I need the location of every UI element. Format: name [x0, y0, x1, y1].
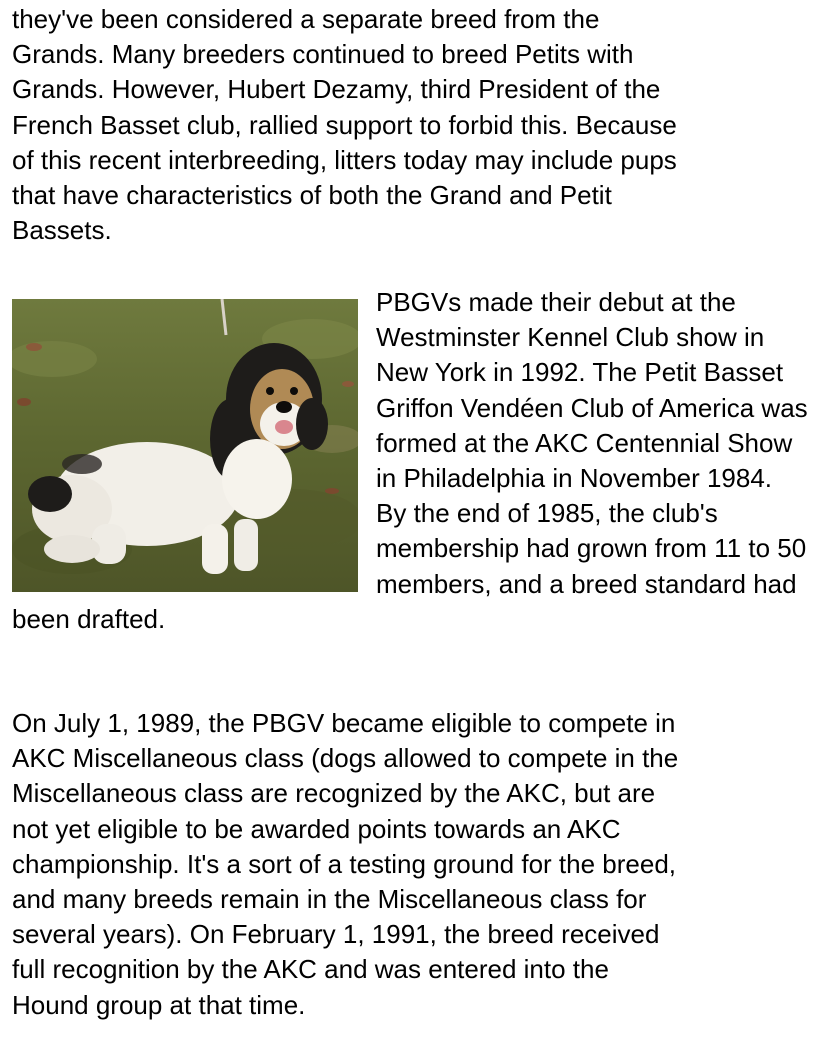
pbgv-dog-photo — [12, 299, 358, 592]
paragraph-block-with-photo — [12, 285, 808, 637]
paragraph-club-history: PBGVs made their debut at the Westminster Kennel Club show in New York in 1992. The Petit Basset Griffon Vendéen Club of America was formed at the AKC Centennial Show in Philadelphia in November 1984. By the end of 1985, the club's membership had grown from 11 to 50 members, and a breed standard had been drafted. — [12, 287, 808, 634]
dog-photo-illustration — [12, 299, 358, 592]
paragraph-breed-history: they've been considered a separate breed from the Grands. Many breeders continued to breed Petits with Grands. However, Hubert Dezamy, third President of the French Basset club, rallied support to forbid this. Because of this recent interbreeding, litters today may include pups that have characteristics of both the Grand and Petit Bassets. — [12, 4, 677, 246]
paragraph-akc-recognition: On July 1, 1989, the PBGV became eligible to compete in AKC Miscellaneous class (dogs allowed to compete in the Miscellaneous class are recognized by the AKC, but are not yet eligible to be awarded points towards an AKC championship. It's a sort of a testing ground for the breed, and many breeds remain in the Miscellaneous class for several years). On February 1, 1991, the breed received full recognition by the AKC and was entered into the Hound group at that time. — [12, 708, 679, 1020]
